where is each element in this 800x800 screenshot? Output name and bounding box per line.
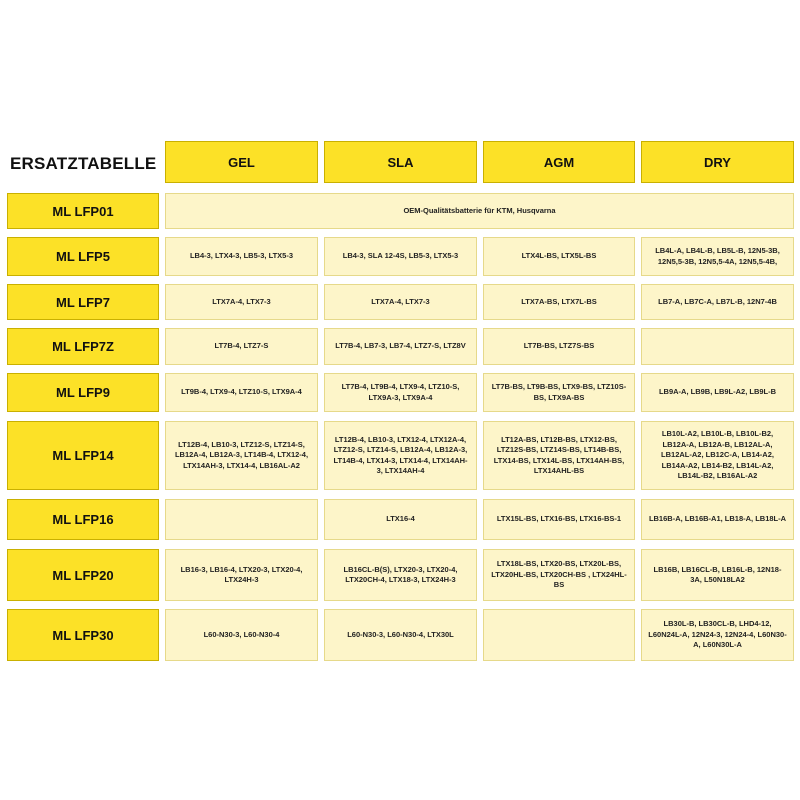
cell-lfp7z-agm: LT7B-BS, LTZ7S-BS [483,328,635,365]
cell-lfp30-sla: L60-N30-3, L60-N30-4, LTX30L [324,609,477,661]
cell-lfp7z-sla: LT7B-4, LB7-3, LB7-4, LTZ7-S, LTZ8V [324,328,477,365]
column-header-dry: DRY [641,141,794,183]
row-label-ml-lfp30: ML LFP30 [7,609,159,661]
cell-lfp7z-gel: LT7B-4, LTZ7-S [165,328,318,365]
cell-lfp16-dry: LB16B-A, LB16B-A1, LB18-A, LB18L-A [641,499,794,540]
cell-lfp20-agm: LTX18L-BS, LTX20-BS, LTX20L-BS, LTX20HL-BS, LTX20CH-BS , LTX24HL-BS [483,549,635,601]
cell-lfp5-gel: LB4-3, LTX4-3, LB5-3, LTX5-3 [165,237,318,276]
row-label-ml-lfp5: ML LFP5 [7,237,159,276]
cell-lfp5-dry: LB4L-A, LB4L-B, LB5L-B, 12N5-3B, 12N5,5-3B, 12N5,5-4A, 12N5,5-4B, [641,237,794,276]
cell-lfp14-sla: LT12B-4, LB10-3, LTX12-4, LTX12A-4, LTZ12-S, LTZ14-S, LB12A-4, LB12A-3, LT14B-4, LTX14-3, LTX14-4, LTX14AH-3, LTX14AH-4 [324,421,477,490]
oem-quality-cell: OEM-Qualitätsbatterie für KTM, Husqvarna [165,193,794,229]
row-label-ml-lfp01: ML LFP01 [7,193,159,229]
row-label-ml-lfp7: ML LFP7 [7,284,159,320]
cell-lfp7-agm: LTX7A-BS, LTX7L-BS [483,284,635,320]
cell-lfp16-agm: LTX15L-BS, LTX16-BS, LTX16-BS-1 [483,499,635,540]
cell-lfp9-gel: LT9B-4, LTX9-4, LTZ10-S, LTX9A-4 [165,373,318,412]
column-header-gel: GEL [165,141,318,183]
row-label-ml-lfp16: ML LFP16 [7,499,159,540]
row-label-ml-lfp14: ML LFP14 [7,421,159,490]
cell-lfp7-dry: LB7-A, LB7C-A, LB7L-B, 12N7-4B [641,284,794,320]
cell-lfp20-dry: LB16B, LB16CL-B, LB16L-B, 12N18-3A, L50N18LA2 [641,549,794,601]
cell-lfp20-gel: LB16-3, LB16-4, LTX20-3, LTX20-4, LTX24H-3 [165,549,318,601]
cell-lfp5-sla: LB4-3, SLA 12-4S, LB5-3, LTX5-3 [324,237,477,276]
cell-lfp9-sla: LT7B-4, LT9B-4, LTX9-4, LTZ10-S, LTX9A-3, LTX9A-4 [324,373,477,412]
cell-lfp14-agm: LT12A-BS, LT12B-BS, LTX12-BS, LTZ12S-BS, LTZ14S-BS, LT14B-BS, LTX14-BS, LTX14L-BS, LTX14AH-BS, LTX14AHL-BS [483,421,635,490]
cell-lfp7-sla: LTX7A-4, LTX7-3 [324,284,477,320]
cell-lfp30-gel: L60-N30-3, L60-N30-4 [165,609,318,661]
cell-lfp16-gel [165,499,318,540]
cell-lfp16-sla: LTX16-4 [324,499,477,540]
row-label-ml-lfp9: ML LFP9 [7,373,159,412]
cell-lfp7z-dry [641,328,794,365]
cell-lfp30-agm [483,609,635,661]
cell-lfp14-dry: LB10L-A2, LB10L-B, LB10L-B2, LB12A-A, LB12A-B, LB12AL-A, LB12AL-A2, LB12C-A, LB14-A2, LB14A-A2, LB14-B2, LB14L-A2, LB14L-B2, LB16AL-A2 [641,421,794,490]
table-title: ERSATZTABELLE [10,154,157,173]
column-header-agm: AGM [483,141,635,183]
cell-lfp20-sla: LB16CL-B(S), LTX20-3, LTX20-4, LTX20CH-4, LTX18-3, LTX24H-3 [324,549,477,601]
row-label-ml-lfp20: ML LFP20 [7,549,159,601]
cell-lfp9-agm: LT7B-BS, LT9B-BS, LTX9-BS, LTZ10S-BS, LTX9A-BS [483,373,635,412]
cell-lfp5-agm: LTX4L-BS, LTX5L-BS [483,237,635,276]
column-header-sla: SLA [324,141,477,183]
row-label-ml-lfp7z: ML LFP7Z [7,328,159,365]
cell-lfp9-dry: LB9A-A, LB9B, LB9L-A2, LB9L-B [641,373,794,412]
cell-lfp30-dry: LB30L-B, LB30CL-B, LHD4-12, L60N24L-A, 12N24-3, 12N24-4, L60N30-A, L60N30L-A [641,609,794,661]
cell-lfp7-gel: LTX7A-4, LTX7-3 [165,284,318,320]
cell-lfp14-gel: LT12B-4, LB10-3, LTZ12-S, LTZ14-S, LB12A-4, LB12A-3, LT14B-4, LTX12-4, LTX14AH-3, LTX14-4, LB16AL-A2 [165,421,318,490]
